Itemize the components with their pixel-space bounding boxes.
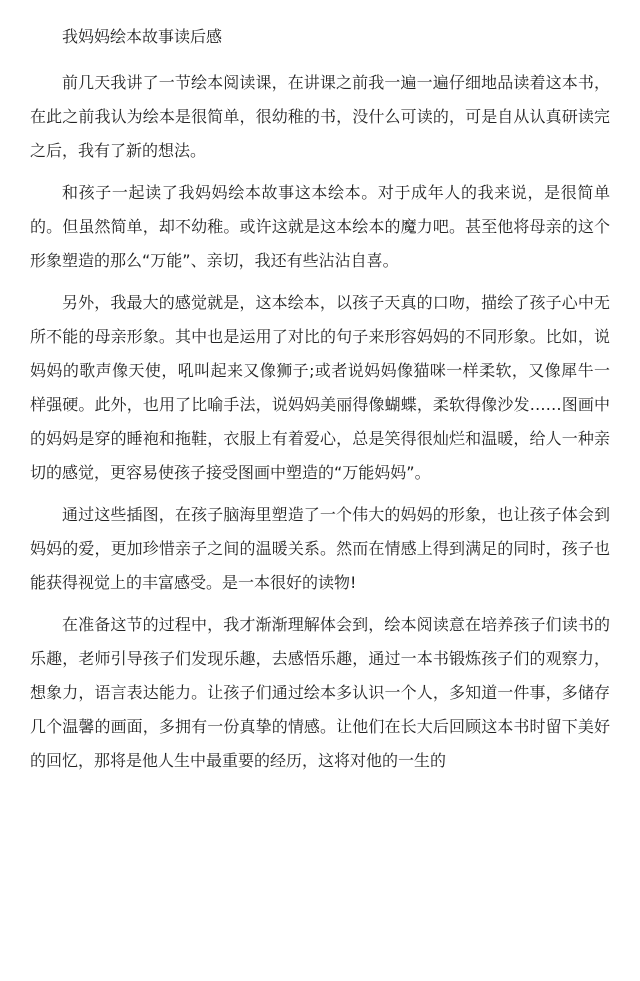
document-page	[30, 20, 610, 786]
paragraph-4: 通过这些插图，在孩子脑海里塑造了一个伟大的妈妈的形象，也让孩子体会到妈妈的爱，更加珍惜亲子之间的温暖关系。然而在情感上得到满足的同时，孩子也能获得视觉上的丰富感受。是一本很好的读物!	[30, 505, 610, 592]
paragraph-5: 在准备这节的过程中，我才渐渐理解体会到，绘本阅读意在培养孩子们读书的乐趣，老师引导孩子们发现乐趣，去感悟乐趣，通过一本书锻炼孩子们的观察力，想象力，语言表达能力。让孩子们通过绘本多认识一个人，多知道一件事，多储存几个温馨的画面，多拥有一份真挚的情感。让他们在长大后回顾这本书时留下美好的回忆，那将是他人生中最重要的经历，这将对他的一生的	[30, 615, 610, 770]
paragraph-2: 和孩子一起读了我妈妈绘本故事这本绘本。对于成年人的我来说，是很简单的。但虽然简单，却不幼稚。或许这就是这本绘本的魔力吧。甚至他将母亲的这个形象塑造的那么“万能”、亲切，我还有些沾沾自喜。	[30, 183, 610, 270]
paragraph-3: 另外，我最大的感觉就是，这本绘本，以孩子天真的口吻，描绘了孩子心中无所不能的母亲形象。其中也是运用了对比的句子来形容妈妈的不同形象。比如，说妈妈的歌声像天使，吼叫起来又像狮子;或者说妈妈像猫咪一样柔软，又像犀牛一样强硬。此外，也用了比喻手法，说妈妈美丽得像蝴蝶，柔软得像沙发……图画中的妈妈是穿的睡袍和拖鞋，衣服上有着爱心，总是笑得很灿烂和温暖，给人一种亲切的感觉，更容易使孩子接受图画中塑造的“万能妈妈”。	[30, 293, 610, 482]
paragraph-1: 前几天我讲了一节绘本阅读课，在讲课之前我一遍一遍仔细地品读着这本书，在此之前我认为绘本是很简单，很幼稚的书，没什么可读的，可是自从认真研读完之后，我有了新的想法。	[30, 73, 610, 160]
document-title: 我妈妈绘本故事读后感	[62, 27, 223, 46]
